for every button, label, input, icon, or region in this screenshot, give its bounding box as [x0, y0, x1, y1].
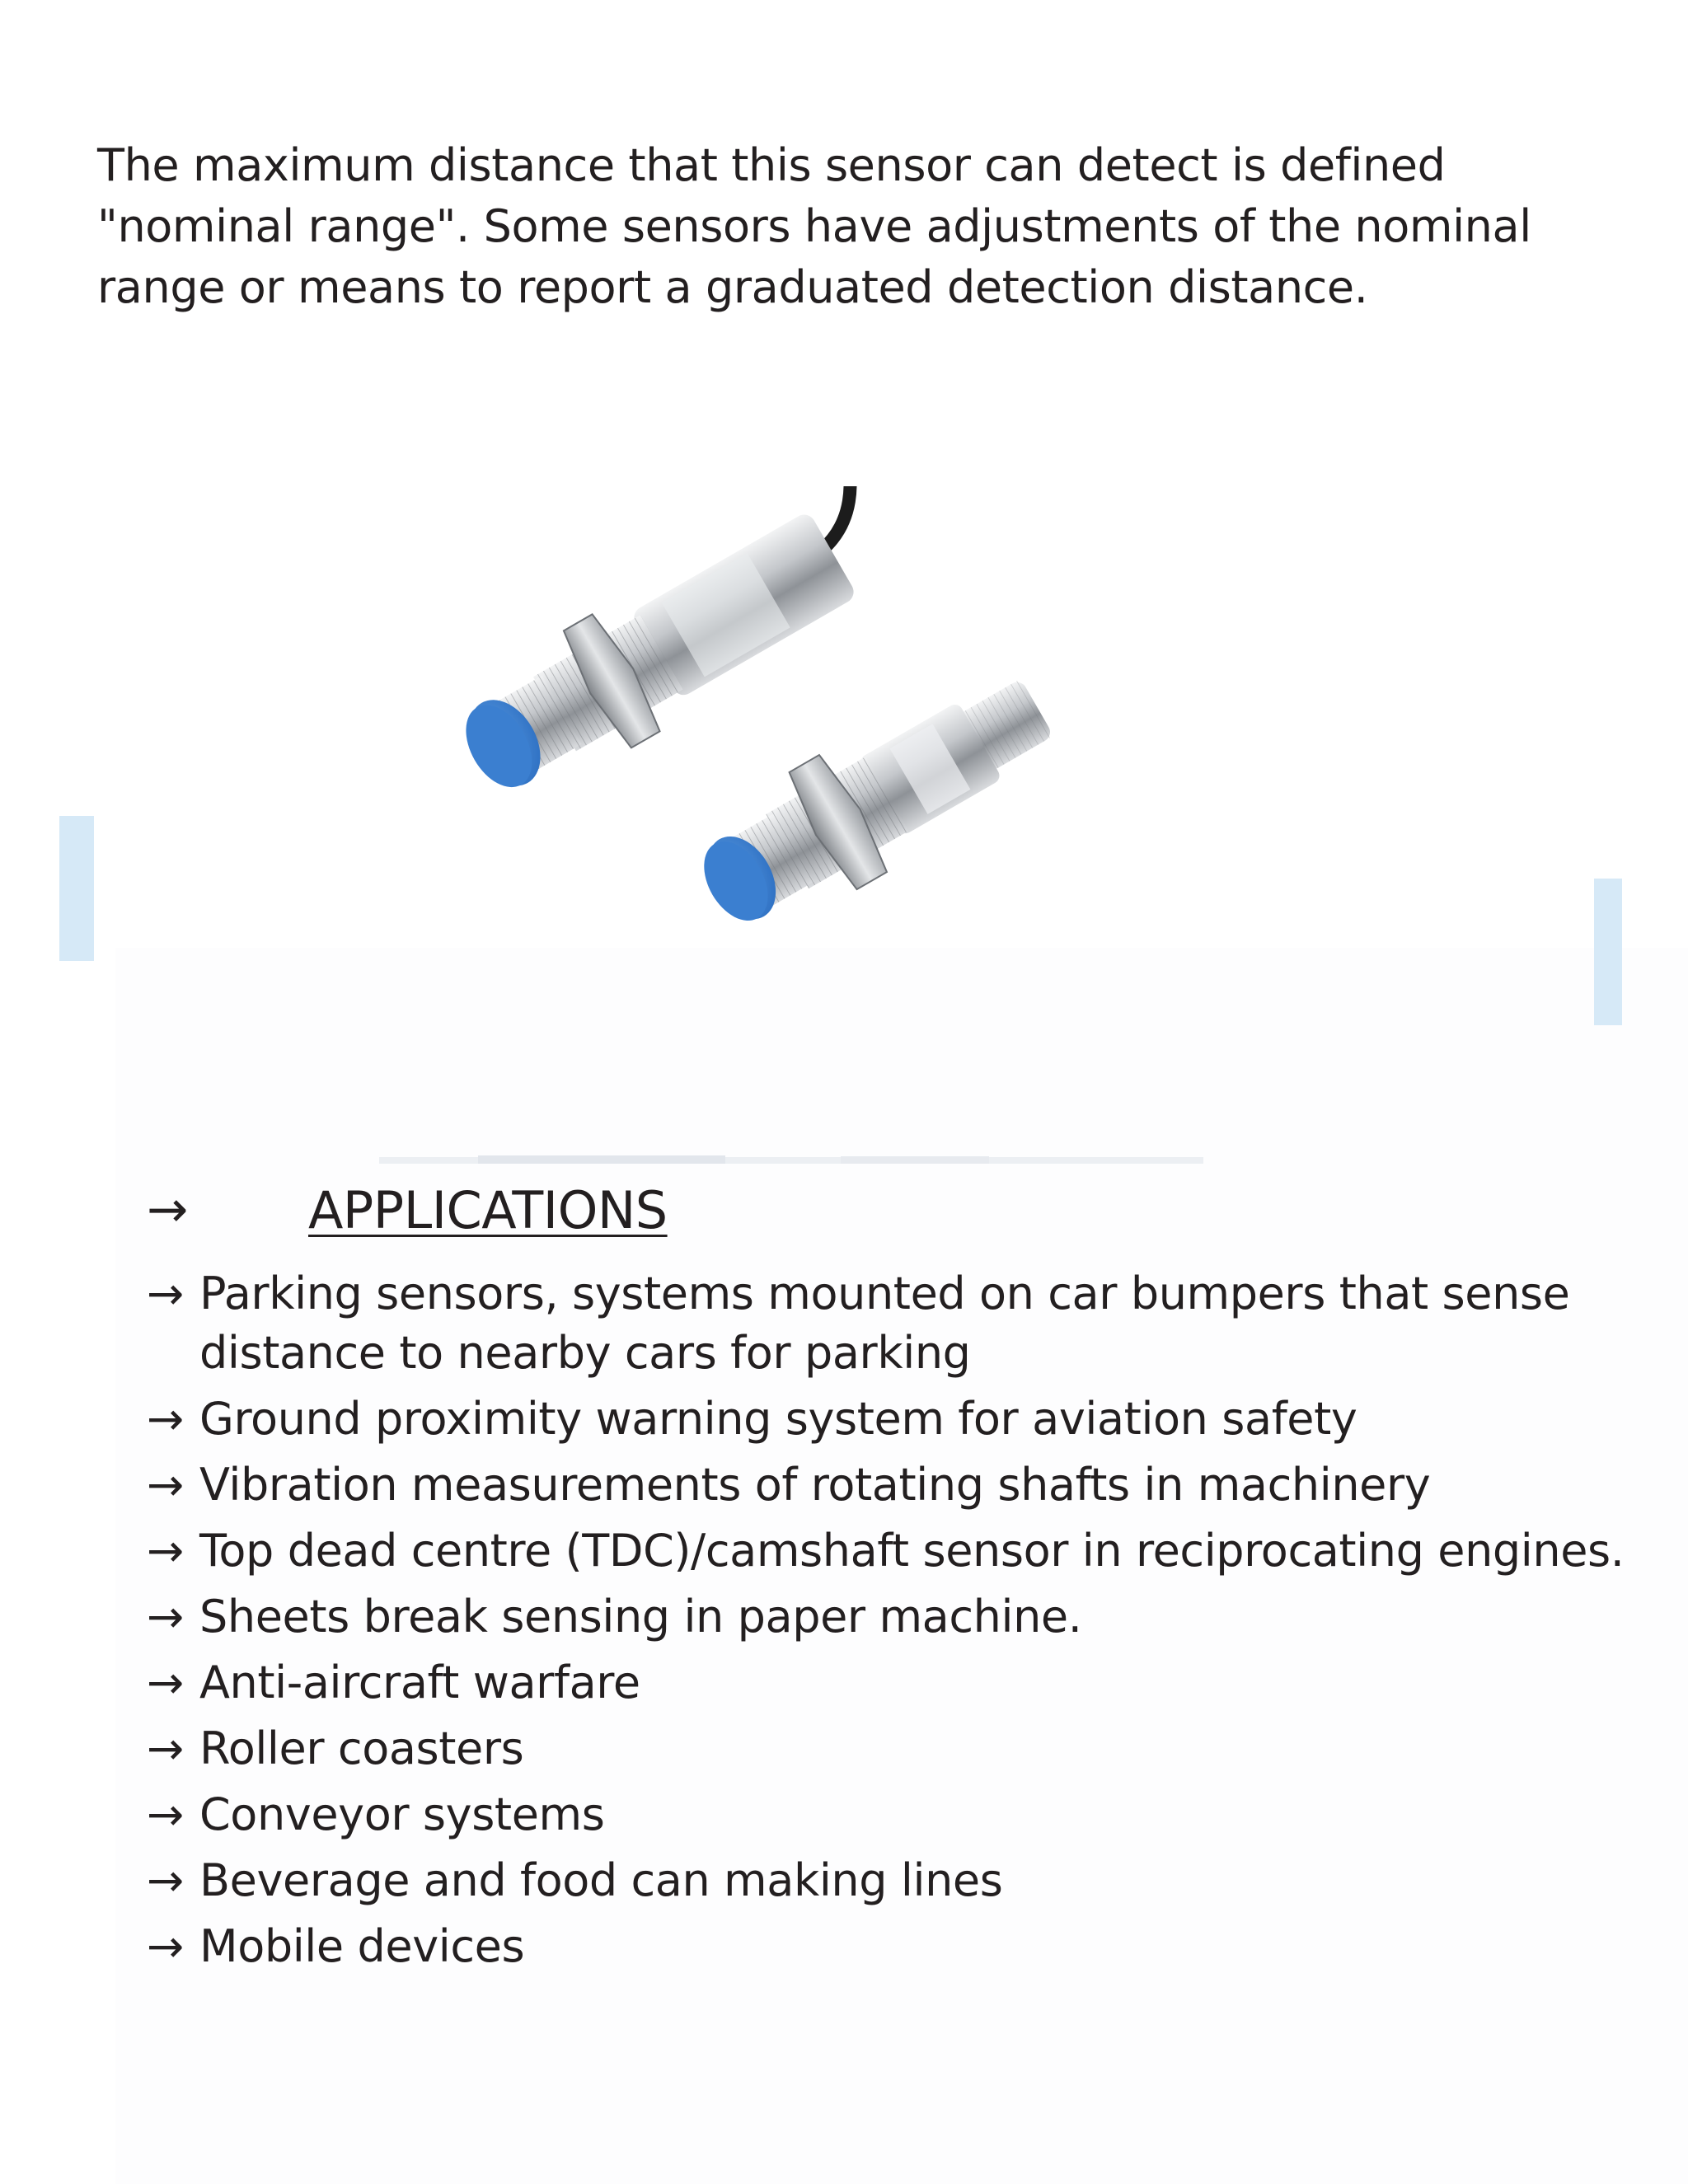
list-item — [147, 1917, 1630, 1976]
list-item-text: Ground proximity warning system for aviation safety — [199, 1393, 1357, 1445]
sensor-small — [678, 649, 1071, 954]
list-item-text: Parking sensors, systems mounted on car bumpers that sense distance to nearby cars for parking — [199, 1268, 1570, 1379]
list-item-text: Top dead centre (TDC)/camshaft sensor in reciprocating engines. — [199, 1525, 1625, 1577]
list-item — [147, 1719, 1630, 1779]
applications-list — [147, 1264, 1630, 1983]
list-item-text: Beverage and food can making lines — [199, 1854, 1003, 1906]
list-item — [147, 1653, 1630, 1713]
list-item-text: Mobile devices — [199, 1920, 525, 1972]
list-item-text: Sheets break sensing in paper machine. — [199, 1591, 1082, 1643]
list-item — [147, 1521, 1630, 1581]
left-edge-tab — [59, 816, 94, 961]
list-item — [147, 1264, 1630, 1383]
list-item-text: Conveyor systems — [199, 1788, 605, 1840]
list-item — [147, 1851, 1630, 1910]
arrow-icon: → — [147, 1657, 184, 1708]
proximity-sensors-image — [462, 486, 1154, 1005]
arrow-icon: → — [147, 1788, 184, 1840]
arrow-icon: → — [147, 1525, 184, 1577]
list-item — [147, 1785, 1630, 1844]
arrow-icon: → — [147, 1393, 184, 1445]
arrow-icon: → — [147, 1722, 184, 1774]
arrow-icon: → — [147, 1459, 184, 1511]
applications-heading — [147, 1177, 668, 1243]
list-item — [147, 1390, 1630, 1449]
list-item-text: Roller coasters — [199, 1722, 524, 1774]
list-item — [147, 1587, 1630, 1647]
list-item — [147, 1455, 1630, 1515]
arrow-icon: → — [147, 1591, 184, 1643]
list-item-text: Vibration measurements of rotating shafts in machinery — [199, 1459, 1431, 1511]
right-edge-tab — [1594, 879, 1622, 1025]
section-title: APPLICATIONS — [308, 1179, 668, 1240]
intro-paragraph: The maximum distance that this sensor can detect is defined "nominal range". Some sensors have adjustments of the nominal range or means to report a graduated detection distance. — [97, 139, 1531, 313]
scan-artifact — [379, 1152, 1203, 1169]
arrow-icon: → — [147, 1920, 184, 1972]
list-item-text: Anti-aircraft warfare — [199, 1657, 640, 1708]
heading-arrow-icon: → — [147, 1181, 189, 1239]
arrow-icon: → — [147, 1854, 184, 1906]
arrow-icon: → — [147, 1268, 184, 1319]
